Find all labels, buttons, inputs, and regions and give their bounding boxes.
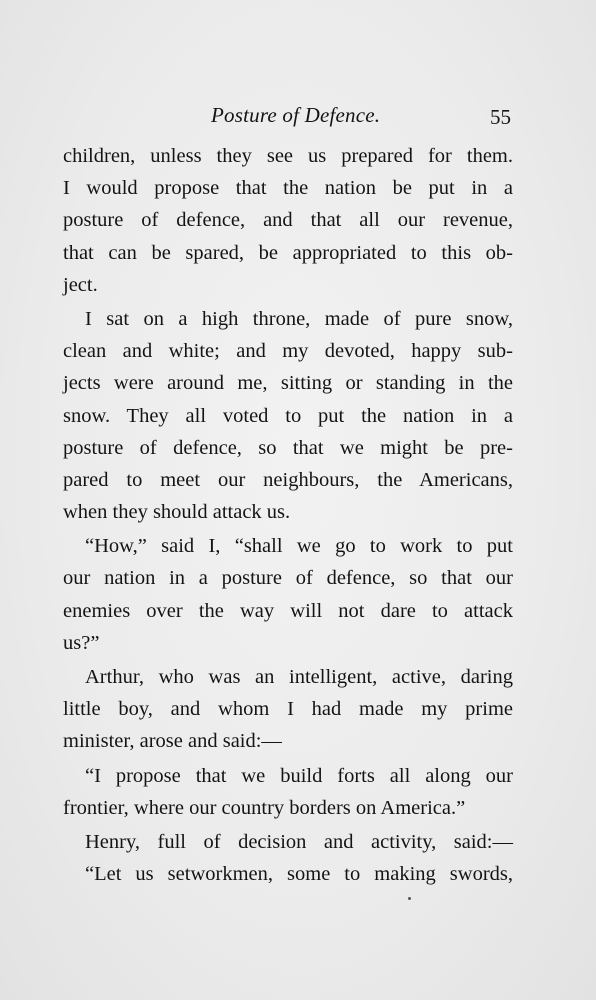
text-line: children, unless they see us prepared for them. <box>63 145 513 167</box>
paragraph <box>63 858 513 890</box>
text-line: “I propose that we build forts all along our <box>85 764 513 787</box>
text-line: ject. <box>63 273 98 296</box>
text-line: minister, arose and said:— <box>63 730 282 753</box>
text-line: pared to meet our neighbours, the Americans, <box>63 468 513 491</box>
text-line: clean and white; and my devoted, happy sub- <box>63 340 513 363</box>
text-line: “How,” said I, “shall we go to work to put <box>85 535 513 558</box>
text-line: posture of defence, so that we might be pre- <box>63 436 513 459</box>
body-text <box>63 140 513 890</box>
running-title: Posture of Defence. <box>211 103 381 127</box>
text-line: Arthur, who was an intelligent, active, daring <box>85 666 513 688</box>
text-line: posture of defence, and that all our revenue, <box>63 209 513 232</box>
paragraph <box>63 530 513 659</box>
text-line: us?” <box>63 631 100 654</box>
paragraph <box>63 826 513 858</box>
text-line: our nation in a posture of defence, so that our <box>63 567 513 590</box>
text-line: I would propose that the nation be put in a <box>63 177 513 200</box>
text-line: frontier, where our country borders on America.” <box>63 796 466 819</box>
text-line: enemies over the way will not dare to attack <box>63 599 513 622</box>
paragraph <box>63 140 513 301</box>
text-line: that can be spared, be appropriated to this ob- <box>63 241 513 264</box>
text-line: when they should attack us. <box>63 501 291 524</box>
text-line: Henry, full of decision and activity, said:— <box>85 830 513 853</box>
paragraph <box>63 760 513 824</box>
page-number: 55 <box>490 105 511 129</box>
text-line: jects were around me, sitting or standing in the <box>63 372 513 395</box>
print-speck <box>408 897 411 900</box>
text-line: snow. They all voted to put the nation in a <box>63 404 513 427</box>
paragraph <box>63 303 513 528</box>
paragraph <box>63 661 513 758</box>
running-head <box>0 103 596 133</box>
text-line: little boy, and whom I had made my prime <box>63 698 513 721</box>
text-line: I sat on a high throne, made of pure snow, <box>85 307 513 330</box>
text-line: “Let us setworkmen, some to making swords, <box>85 863 513 886</box>
